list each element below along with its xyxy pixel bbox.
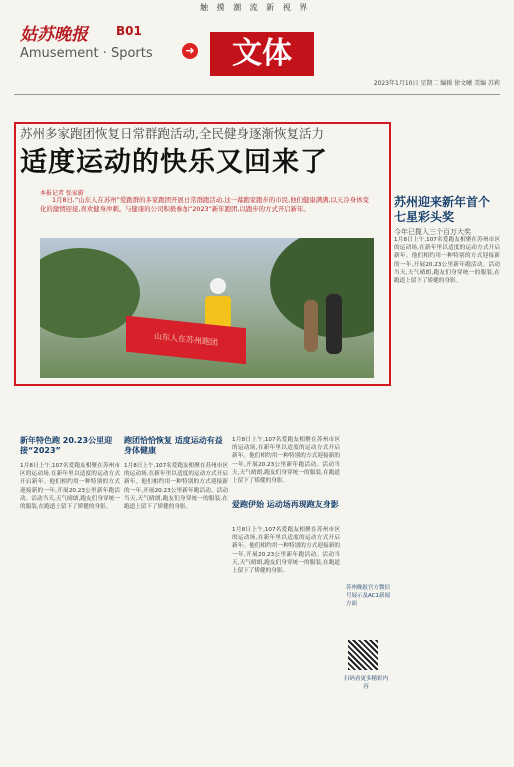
divider <box>14 94 500 95</box>
top-slogan: 触 摸 潮 流 新 视 界 <box>200 3 311 12</box>
story-photo <box>40 238 374 378</box>
column-heading-1: 新年特色跑 20.23公里迎接“2023” <box>20 436 113 455</box>
story-byline: 本报记者 张家蔚 <box>40 190 84 197</box>
dateline: 2023年1月10日 星期二 编辑 徐文曦 美编 苏莉 <box>373 80 500 87</box>
qr-code-icon[interactable] <box>348 640 378 670</box>
sidebar-title: 苏州迎来新年首个七星彩头奖 <box>394 195 491 224</box>
masthead <box>14 18 500 92</box>
page-number: B01 <box>116 24 142 38</box>
sidebar-subtitle: 今年已揽入三个百万大奖 <box>394 228 471 236</box>
wechat-note: 苏州晚报官方微信号展示及AC1新闻方面 <box>346 585 391 607</box>
red-banner: 山东人在苏州跑团 <box>126 316 246 365</box>
spectator-figure <box>304 300 318 352</box>
qr-caption: 扫码看更多精彩内容 <box>344 676 389 690</box>
column-heading-2: 跑团恰恰恢复 适度运动有益身体健康 <box>124 436 223 455</box>
story-headline: 适度运动的快乐又回来了 <box>20 147 328 178</box>
sidebar-body: 1月8日上午,107名爱跑友相聚在苏州市区的运动场,在新年里以适度的运动方式开启新年。他们相约用一种特别的方式迎接新的一年,开展20.23公里新年跑活动。活动当天,天气晴朗,跑友们身穿统一的服装,在跑道上留下了矫健的身影。 <box>394 237 500 285</box>
column-body-2: 1月8日上午,107名爱跑友相聚在苏州市区的运动场,在新年里以适度的运动方式开启新年。他们相约用一种特别的方式迎接新的一年,开展20.23公里新年跑活动。活动当天,天气晴朗,跑友们身穿统一的服装,在跑道上留下了矫健的身影。 <box>124 463 228 511</box>
tree-shape <box>270 238 374 338</box>
column-body-1: 1月8日上午,107名爱跑友相聚在苏州市区的运动场,在新年里以适度的运动方式开启新年。他们相约用一种特别的方式迎接新的一年,开展20.23公里新年跑活动。活动当天,天气晴朗,跑友们身穿统一的服装,在跑道上留下了矫健的身影。 <box>20 463 120 511</box>
sidebar-story <box>394 195 500 237</box>
column-body-3a: 1月8日上午,107名爱跑友相聚在苏州市区的运动场,在新年里以适度的运动方式开启新年。他们相约用一种特别的方式迎接新的一年,开展20.23公里新年跑活动。活动当天,天气晴朗,跑友们身穿统一的服装,在跑道上留下了矫健的身影。 <box>232 437 340 485</box>
column-heading-3: 爱跑伊始 运动场再现跑友身影 <box>232 500 339 509</box>
newspaper-logo: 姑苏晚报 <box>20 25 88 45</box>
spectator-figure <box>326 294 342 354</box>
section-name-english: Amusement · Sports <box>20 46 153 61</box>
tree-shape <box>40 248 140 338</box>
arrow-right-icon: ➜ <box>182 43 198 59</box>
column-body-3: 1月8日上午,107名爱跑友相聚在苏州市区的运动场,在新年里以适度的运动方式开启新年。他们相约用一种特别的方式迎接新的一年,开展20.23公里新年跑活动。活动当天,天气晴朗,跑友们身穿统一的服装,在跑道上留下了矫健的身影。 <box>232 527 340 575</box>
section-title-chinese: 文体 <box>210 32 314 76</box>
story-kicker: 苏州多家跑团恢复日常群跑活动,全民健身逐渐恢复活力 <box>20 126 324 141</box>
story-lead: 1月8日,“山东人在苏州”爱跑群的多家跑团开展日常群跑活动,这一幕跑家跑步的市民,他们健康满满,以天冷身体变化的激情迎接,喜欢健身冲刺。与健康的公司积极参加“2023”新年跑团,以跑步的方式开启新年。 <box>40 196 369 213</box>
